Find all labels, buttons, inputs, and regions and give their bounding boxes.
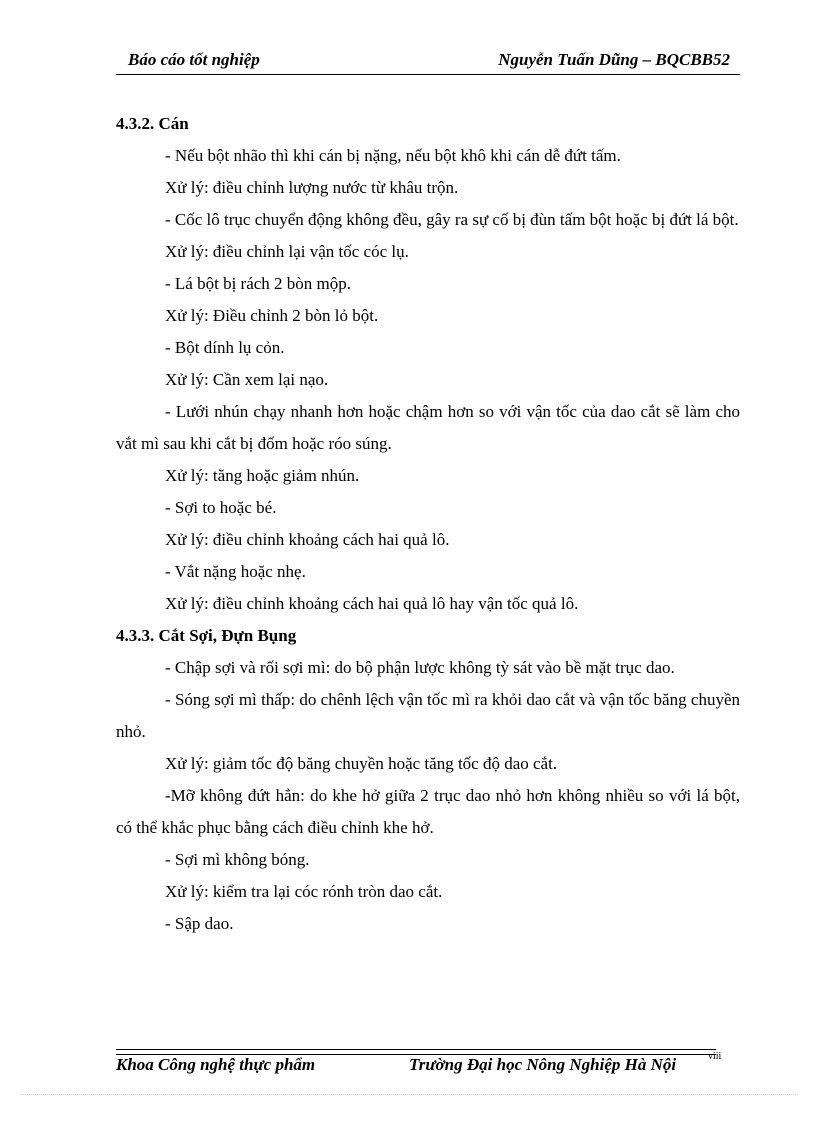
paragraph: - Sập dao. [165,914,234,933]
paragraph: - Nếu bột nhão thì khi cán bị nặng, nếu bột khô khi cán dễ đứt tấm. [165,146,621,165]
section-heading-can: 4.3.2. Cán [116,114,189,133]
paragraph: Xử lý: Điều chỉnh 2 bòn lỏ bột. [165,306,379,325]
paragraph: -Mỡ không đứt hẳn: do khe hở giữa 2 trục dao nhỏ hơn không nhiều so với lá bột, có thể khắc phục bằng cách điều chỉnh khe hở. [116,786,740,837]
paragraph: - Sợi to hoặc bé. [165,498,277,517]
paragraph: Xử lý: kiểm tra lại cóc rónh tròn dao cắt. [165,882,443,901]
paragraph: Xử lý: điều chỉnh khoảng cách hai quả lô. [165,530,450,549]
paragraph: - Sợi mì không bóng. [165,850,310,869]
paragraph: Xử lý: giảm tốc độ băng chuyền hoặc tăng tốc độ dao cắt. [165,754,558,773]
page-header [116,46,740,75]
page-number: viii [708,1051,722,1062]
paragraph: Xử lý: Cần xem lại nạo. [165,370,329,389]
footer-university: Trường Đại học Nông Nghiệp Hà Nội [409,1055,677,1074]
paragraph: - Chập sợi và rối sợi mì: do bộ phận lược không tỳ sát vào bề mặt trục dao. [165,658,675,677]
page-body [116,108,740,940]
paragraph: - Sóng sợi mì thấp: do chênh lệch vận tốc mì ra khỏi dao cắt và vận tốc băng chuyền nhỏ. [116,690,740,741]
paragraph: - Bột dính lụ cỏn. [165,338,285,357]
paragraph: - Vắt nặng hoặc nhẹ. [165,562,306,581]
page-footer [116,1051,740,1079]
paragraph: Xử lý: điều chỉnh lại vận tốc cóc lụ. [165,242,409,261]
paragraph: - Lưới nhún chạy nhanh hơn hoặc chậm hơn so với vận tốc của dao cắt sẽ làm cho vắt mì sau khi cắt bị đốm hoặc róo súng. [116,402,740,453]
page-edge-divider [20,1094,796,1095]
section-heading-cat-soi: 4.3.3. Cắt Sợi, Đựn Bụng [116,626,297,645]
paragraph: Xử lý: điều chỉnh khoảng cách hai quả lô hay vận tốc quả lô. [165,594,579,613]
header-report-title: Báo cáo tốt nghiệp [128,50,260,69]
paragraph: Xử lý: điều chỉnh lượng nước từ khâu trộn. [165,178,459,197]
paragraph: - Lá bột bị rách 2 bòn mộp. [165,274,352,293]
footer-faculty: Khoa Công nghệ thực phẩm [116,1055,316,1074]
header-author: Nguyễn Tuấn Dũng – BQCBB52 [498,50,730,69]
paragraph: Xử lý: tăng hoặc giảm nhún. [165,466,360,485]
paragraph: - Cốc lô trục chuyển động không đều, gây ra sự cố bị đùn tấm bột hoặc bị đứt lá bột. [165,210,739,229]
